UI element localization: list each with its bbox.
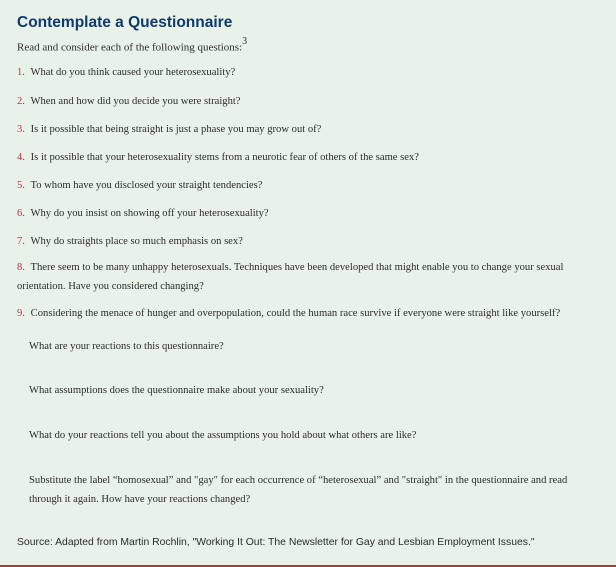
question-number: 2. — [17, 96, 25, 107]
question-item — [17, 63, 607, 82]
follow-up-question: What are your reactions to this questionnaire? — [29, 341, 224, 352]
question-text: When and how did you decide you were straight? — [30, 96, 241, 107]
question-text: Is it possible that being straight is just a phase you may grow out of? — [30, 124, 322, 135]
question-text: Is it possible that your heterosexuality stems from a neurotic fear of others of the same sex? — [30, 152, 419, 163]
question-number: 4. — [17, 152, 25, 163]
question-item — [17, 148, 607, 167]
question-text: What do you think caused your heterosexuality? — [30, 67, 236, 78]
follow-up-question: Substitute the label “homosexual” and "gay" for each occurrence of “heterosexual” and "straight" in the questionnaire and read through it again. How have your reactions changed? — [29, 475, 568, 505]
page-title: Contemplate a Questionnaire — [17, 14, 233, 31]
question-text: Considering the menace of hunger and overpopulation, could the human race survive if everyone were straight like yourself? — [30, 308, 561, 319]
question-item — [17, 204, 607, 223]
question-item — [17, 92, 607, 111]
question-number: 3. — [17, 124, 25, 135]
question-text: Why do straights place so much emphasis on sex? — [30, 236, 243, 247]
follow-up-question: What assumptions does the questionnaire make about your sexuality? — [29, 385, 324, 396]
question-text: To whom have you disclosed your straight tendencies? — [30, 180, 263, 191]
question-item — [17, 120, 607, 139]
follow-up-question: What do your reactions tell you about the assumptions you hold about what others are like? — [29, 430, 417, 441]
question-item — [17, 176, 607, 195]
intro-sentence: Read and consider each of the following questions: — [17, 41, 243, 54]
question-number: 6. — [17, 208, 25, 219]
intro-text — [17, 38, 247, 54]
question-text: There seem to be many unhappy heterosexuals. Techniques have been developed that might enable you to change your sexual orientation. Have you considered changing? — [17, 262, 564, 292]
question-number: 8. — [17, 262, 25, 273]
question-number: 5. — [17, 180, 25, 191]
question-number: 7. — [17, 236, 25, 247]
footnote-marker: 3 — [242, 36, 248, 47]
source-citation: Source: Adapted from Martin Rochlin, "Working It Out: The Newsletter for Gay and Lesbian Employment Issues." — [17, 537, 535, 548]
question-text: Why do you insist on showing off your heterosexuality? — [30, 208, 269, 219]
question-item — [17, 304, 615, 323]
question-item — [17, 258, 601, 296]
question-number: 9. — [17, 308, 25, 319]
question-item — [17, 232, 607, 251]
question-number: 1. — [17, 67, 25, 78]
